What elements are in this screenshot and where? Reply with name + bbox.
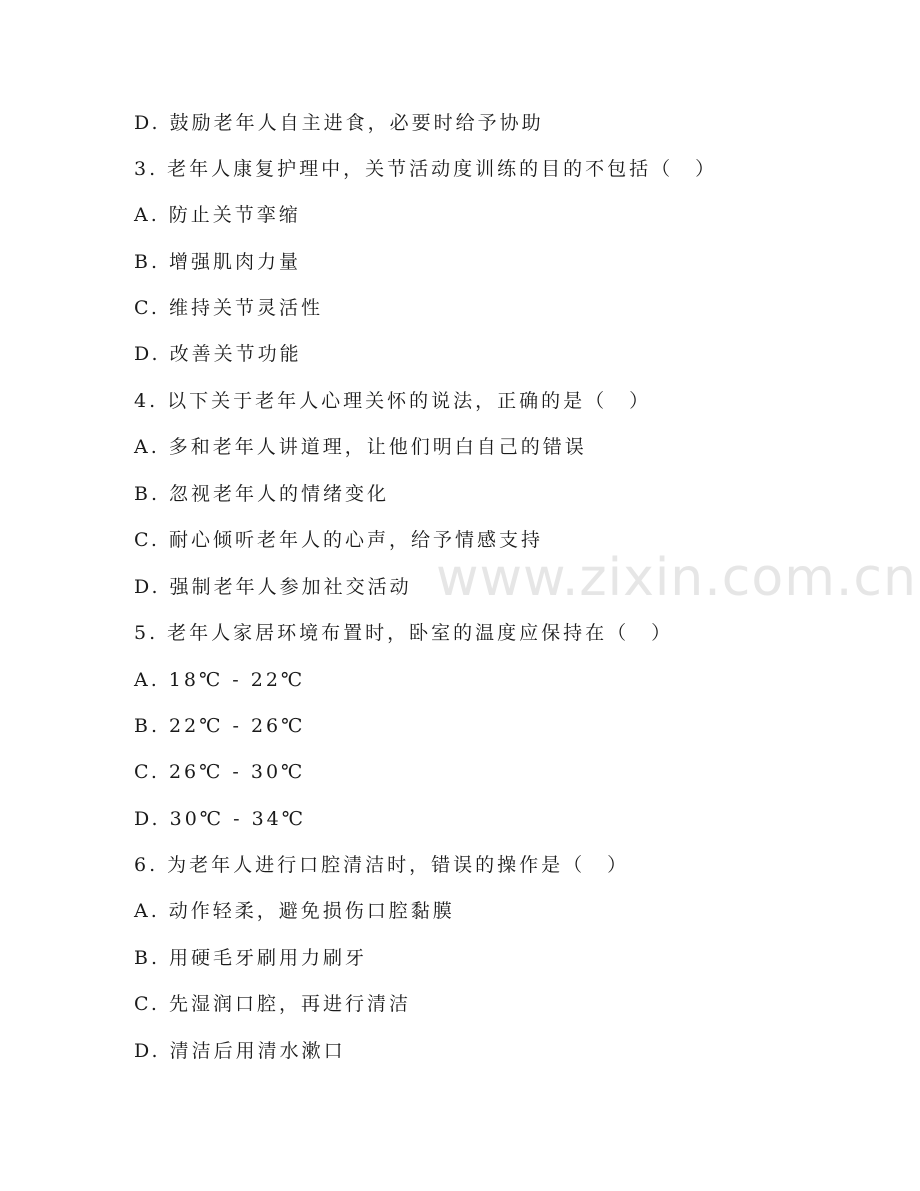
option-line: D. 强制老年人参加社交活动 bbox=[134, 576, 412, 598]
option-line: C. 耐心倾听老年人的心声，给予情感支持 bbox=[134, 529, 543, 551]
option-line: A. 动作轻柔，避免损伤口腔黏膜 bbox=[134, 900, 455, 922]
option-line: D. 鼓励老年人自主进食，必要时给予协助 bbox=[134, 112, 544, 134]
option-line: A. 防止关节挛缩 bbox=[134, 204, 301, 226]
option-line: D. 30℃ - 34℃ bbox=[134, 808, 306, 830]
question-line: 4. 以下关于老年人心理关怀的说法，正确的是（ ） bbox=[134, 390, 652, 412]
question-line: 5. 老年人家居环境布置时，卧室的温度应保持在（ ） bbox=[134, 622, 674, 644]
option-line: B. 增强肌肉力量 bbox=[134, 251, 302, 273]
option-line: B. 用硬毛牙刷用力刷牙 bbox=[134, 947, 368, 969]
option-line: B. 22℃ - 26℃ bbox=[134, 715, 306, 737]
option-line: C. 先湿润口腔，再进行清洁 bbox=[134, 993, 411, 1015]
option-line: A. 多和老年人讲道理，让他们明白自己的错误 bbox=[134, 436, 587, 458]
option-line: C. 维持关节灵活性 bbox=[134, 297, 323, 319]
option-line: A. 18℃ - 22℃ bbox=[134, 669, 306, 691]
option-line: D. 改善关节功能 bbox=[134, 343, 302, 365]
option-line: D. 清洁后用清水漱口 bbox=[134, 1040, 346, 1062]
question-line: 6. 为老年人进行口腔清洁时，错误的操作是（ ） bbox=[134, 854, 630, 876]
option-line: B. 忽视老年人的情绪变化 bbox=[134, 483, 390, 505]
option-line: C. 26℃ - 30℃ bbox=[134, 761, 306, 783]
watermark-text: www.zixin.com.cn bbox=[436, 548, 917, 608]
question-line: 3. 老年人康复护理中，关节活动度训练的目的不包括（ ） bbox=[134, 158, 718, 180]
